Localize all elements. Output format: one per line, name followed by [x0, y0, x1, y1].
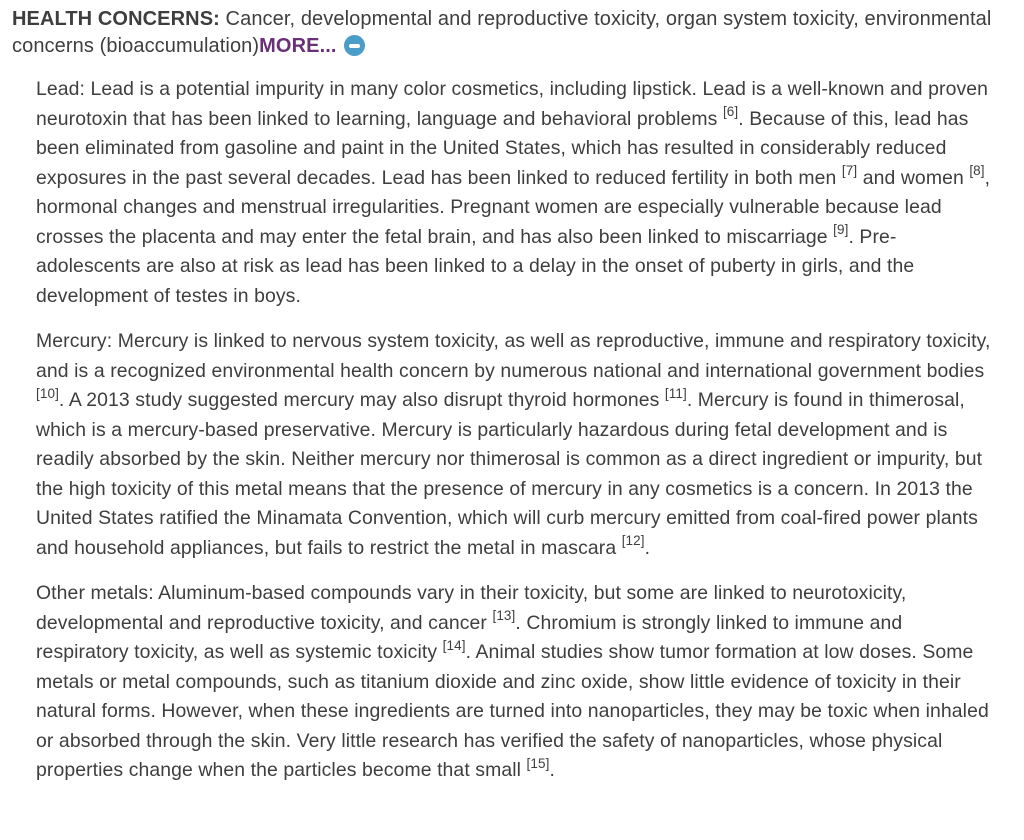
paragraph-text: Mercury: Mercury is linked to nervous system toxicity, as well as reproductive, immune and respiratory toxicity, and is a recognized environmental health concern by numerous national and international government bodies [36, 330, 991, 382]
paragraph-text: , hormonal changes and menstrual irregularities. Pregnant women are especially vulnerable because lead crosses the placenta and may enter the fetal brain, and has also been linked to miscarriage [36, 166, 991, 248]
paragraph-text: . [644, 536, 651, 559]
paragraph-text: . A 2013 study suggested mercury may also disrupt thyroid hormones [58, 389, 665, 411]
health-concerns-body [12, 75, 1006, 786]
citation-ref: [13] [492, 608, 516, 624]
health-concerns-summary: Cancer, developmental and reproductive toxicity, organ system toxicity, environmental concerns (bioaccumulation) [12, 8, 992, 57]
paragraph-text: and women [857, 166, 970, 189]
citation-ref: [6] [722, 104, 739, 120]
paragraph-text: Other metals: Aluminum-based compounds vary in their toxicity, but some are linked to neurotoxicity, developmental and reproductive toxicity, and cancer [36, 582, 907, 634]
paragraph-mercury [36, 327, 992, 563]
citation-ref: [10] [36, 385, 59, 401]
paragraph-text: . Because of this, lead has been eliminated from gasoline and paint in the United States, which has resulted in considerably reduced exposures in the past several decades. Lead has been linked to reduced fertility in both men [36, 107, 969, 189]
citation-ref: [11] [664, 385, 687, 401]
paragraph-text: Lead: Lead is a potential impurity in many color cosmetics, including lipstick. Lead is a well-known and proven neurotoxin that has been linked to learning, language and behavioral problems [36, 78, 989, 130]
minus-in-circle-icon[interactable] [344, 35, 365, 56]
paragraph-text: . Mercury is found in thimerosal, which is a mercury-based preservative. Mercury is particularly hazardous during fetal development and is readily absorbed by the skin. Neither mercury nor thimerosal is common as a direct ingredient or impurity, but the high toxicity of this metal means that the presence of mercury in any cosmetics is a concern. In 2013 the United States ratified the Minamata Convention, which will curb mercury emitted from coal-fired power plants and household appliances, but fails to restrict the metal in mascara [36, 389, 983, 559]
citation-ref: [14] [442, 637, 466, 653]
citation-ref: [9] [833, 222, 849, 238]
health-concerns-header [12, 6, 1006, 60]
citation-ref: [15] [526, 755, 550, 771]
paragraph-other-metals [36, 579, 992, 786]
health-concerns-label: HEALTH CONCERNS: [12, 8, 220, 30]
minus-bar [349, 44, 360, 48]
paragraph-text: . Animal studies show tumor formation at low doses. Some metals or metal compounds, such as titanium dioxide and zinc oxide, show little evidence of toxicity in their natural forms. However, when these ingredients are turned into nanoparticles, they may be toxic when inhaled or absorbed through the skin. Very little research has verified the safety of nanoparticles, whose physical properties change when the particles become that small [36, 641, 989, 781]
paragraph-lead [36, 75, 992, 311]
paragraph-text: . Pre-adolescents are also at risk as lead has been linked to a delay in the onset of puberty in girls, and the development of testes in boys. [36, 225, 915, 307]
paragraph-text: . Chromium is strongly linked to immune and respiratory toxicity, as well as systemic toxicity [36, 611, 903, 663]
citation-ref: [8] [969, 163, 985, 179]
more-link[interactable]: MORE... [259, 35, 337, 57]
citation-ref: [12] [621, 533, 645, 549]
citation-ref: [7] [841, 163, 858, 179]
paragraph-text: . [549, 759, 555, 781]
